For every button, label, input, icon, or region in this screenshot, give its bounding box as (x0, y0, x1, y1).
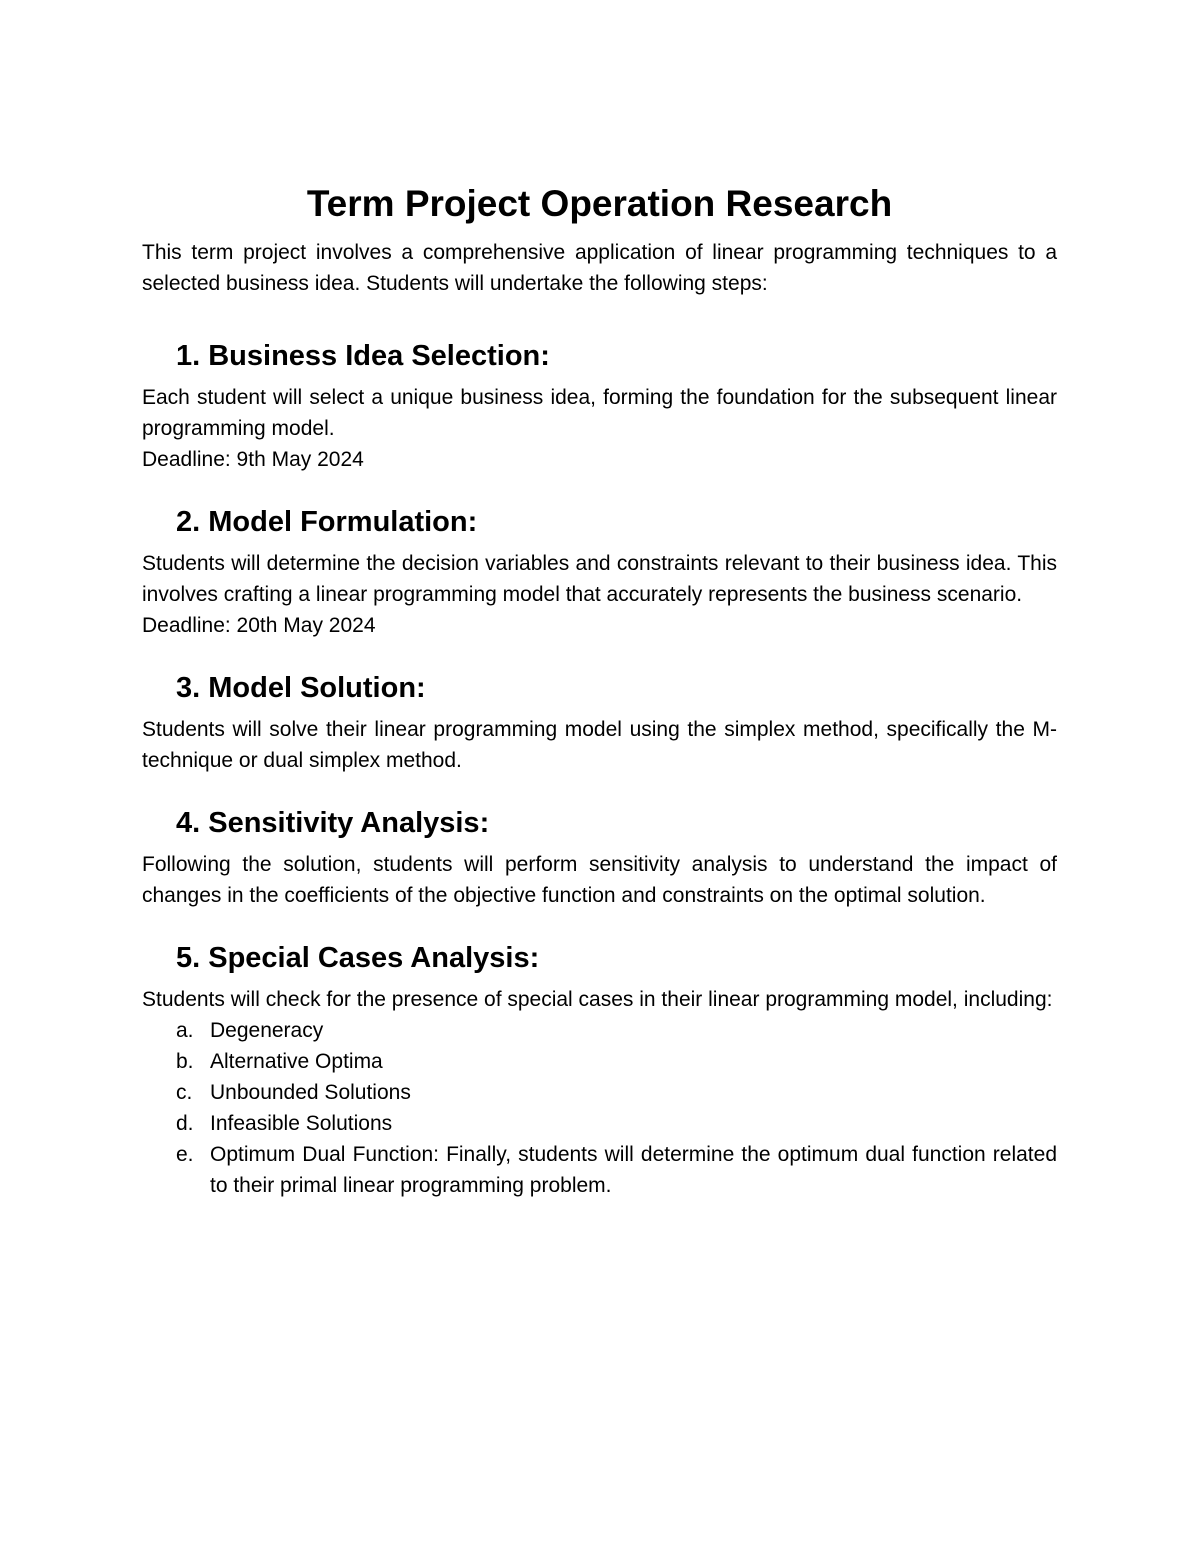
list-marker: a. (176, 1019, 194, 1042)
section-body: Students will check for the presence of special cases in their linear programming model, including: (142, 988, 1053, 1011)
section-heading: 4. Sensitivity Analysis: (176, 807, 490, 839)
section-heading: 1. Business Idea Selection: (176, 340, 550, 372)
list-item-text: Alternative Optima (210, 1050, 383, 1073)
deadline-text: Deadline: 9th May 2024 (142, 448, 364, 471)
list-item (142, 1139, 1057, 1201)
section-model-formulation (142, 504, 1057, 641)
section-body: Each student will select a unique business idea, forming the foundation for the subsequent linear programming model. (142, 386, 1057, 440)
section-model-solution (142, 670, 1057, 776)
list-item (142, 1046, 1057, 1077)
section-special-cases-analysis (142, 940, 1057, 1201)
intro-paragraph: This term project involves a comprehensive application of linear programming techniques to a selected business idea. Students will undertake the following steps: (142, 241, 1057, 295)
section-body: Following the solution, students will perform sensitivity analysis to understand the impact of changes in the coefficients of the objective function and constraints on the optimal solution. (142, 853, 1057, 907)
section-heading: 3. Model Solution: (176, 672, 426, 704)
section-business-idea-selection (142, 338, 1057, 475)
deadline-text: Deadline: 20th May 2024 (142, 614, 376, 637)
list-item-text: Degeneracy (210, 1019, 324, 1042)
list-item (142, 1108, 1057, 1139)
list-item-text: Unbounded Solutions (210, 1081, 411, 1104)
list-marker: d. (176, 1112, 194, 1135)
list-item (142, 1077, 1057, 1108)
special-cases-list (142, 1015, 1057, 1201)
list-marker: e. (176, 1143, 194, 1166)
section-heading: 2. Model Formulation: (176, 506, 478, 538)
list-marker: c. (176, 1081, 193, 1104)
section-body: Students will solve their linear programming model using the simplex method, specifically the M-technique or dual simplex method. (142, 718, 1057, 772)
list-item-text: Optimum Dual Function: Finally, students will determine the optimum dual function related to their primal linear programming problem. (210, 1143, 1057, 1197)
list-item-text: Infeasible Solutions (210, 1112, 393, 1135)
list-item (142, 1015, 1057, 1046)
list-marker: b. (176, 1050, 194, 1073)
page-title: Term Project Operation Research (306, 183, 893, 224)
section-body: Students will determine the decision variables and constraints relevant to their business idea. This involves crafting a linear programming model that accurately represents the business scenario. (142, 552, 1057, 606)
section-heading: 5. Special Cases Analysis: (176, 942, 540, 974)
section-sensitivity-analysis (142, 805, 1057, 911)
